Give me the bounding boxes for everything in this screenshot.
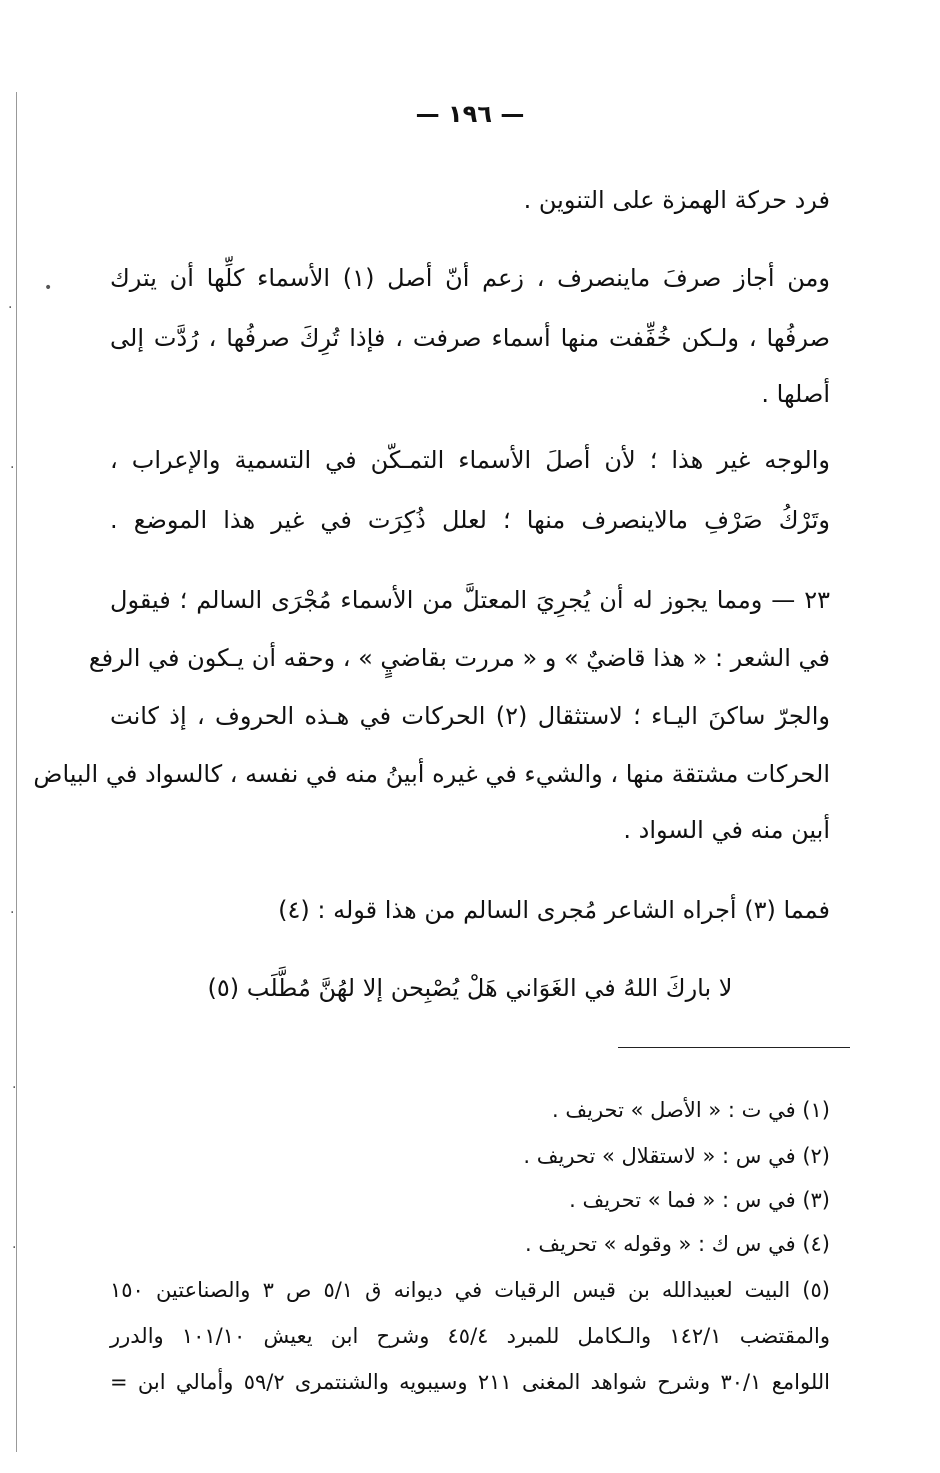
verse-line: لا باركَ اللهُ في الغَوَاني هَلْ يُصْبِحن إلا لهُنَّ مُطَّلَب (٥) [207,974,733,1002]
margin-mark: · [10,905,15,921]
footnote: (٥) البيت لعبيدالله بن قيس الرقيات في ديوانه ق ٥/١ ص ٣ والصناعتين ١٥٠ [110,1278,830,1302]
margin-mark: • [44,280,53,296]
margin-mark: · [10,460,15,476]
margin-mark: · [12,1080,17,1096]
margin-mark: · [12,1240,17,1256]
body-line: في الشعر : « هذا قاضيٌ » و « مررت بقاضيٍ » ، وحقه أن يـكون في الرفع [88,644,830,672]
body-line: أصلها . [761,380,830,408]
footnote: (٢) في س : « لاستقلال » تحريف . [523,1144,830,1168]
body-line: ٢٣ — ومما يجوز له أن يُجرِيَ المعتلَّ من الأسماء مُجْرَى السالم ؛ فيقول [110,586,830,614]
footnote: (٣) في س : « فما » تحريف . [569,1188,830,1212]
footnote: اللوامع ٣٠/١ وشرح شواهد المغنى ٢١١ وسيبويه والشنتمرى ٥٩/٢ وأمالي ابن = [110,1370,830,1394]
body-line: صرفُها ، ولـكن خُفِّفت منها أسماء صرفت ، فإذا تُرِكَ صرفُها ، رُدَّت إلى [110,324,830,352]
body-line: والوجه غير هذا ؛ لأن أصلَ الأسماء التمـكّن في التسمية والإعراب ، [110,446,830,474]
page-number: — ١٩٦ — [415,100,525,128]
footnote: (١) في ت : « الأصل » تحريف . [552,1098,830,1122]
footnote: (٤) في س ك : « وقوله » تحريف . [525,1232,830,1256]
body-line: فمما (٣) أجراه الشاعر مُجرى السالم من هذا قوله : (٤) [278,896,830,924]
footnote-rule [618,1047,850,1048]
body-line: فرد حركة الهمزة على التنوين . [523,186,830,214]
margin-mark: · [8,300,13,316]
body-line: والجرّ ساكنَ اليـاء ؛ لاستثقال (٢) الحركات في هـذه الحروف ، إذ كانت [110,702,830,730]
body-line: أبين منه في السواد . [623,816,830,844]
body-line: الحركات مشتقة منها ، والشيء في غيره أبينُ منه في نفسه ، كالسواد في البياض [33,760,830,788]
footnote: والمقتضب ١٤٢/١ والـكامل للمبرد ٤٥/٤ وشرح ابن يعيش ١٠١/١٠ والدرر [110,1324,830,1348]
body-line: ومن أجاز صرفَ ماينصرف ، زعم أنّ أصل (١) الأسماء كلِّها أن يترك [110,264,830,292]
body-line: وتَرْكُ صَرْفِ مالاينصرف منها ؛ لعلل ذُكِرَت في غير هذا الموضع . [110,506,830,534]
